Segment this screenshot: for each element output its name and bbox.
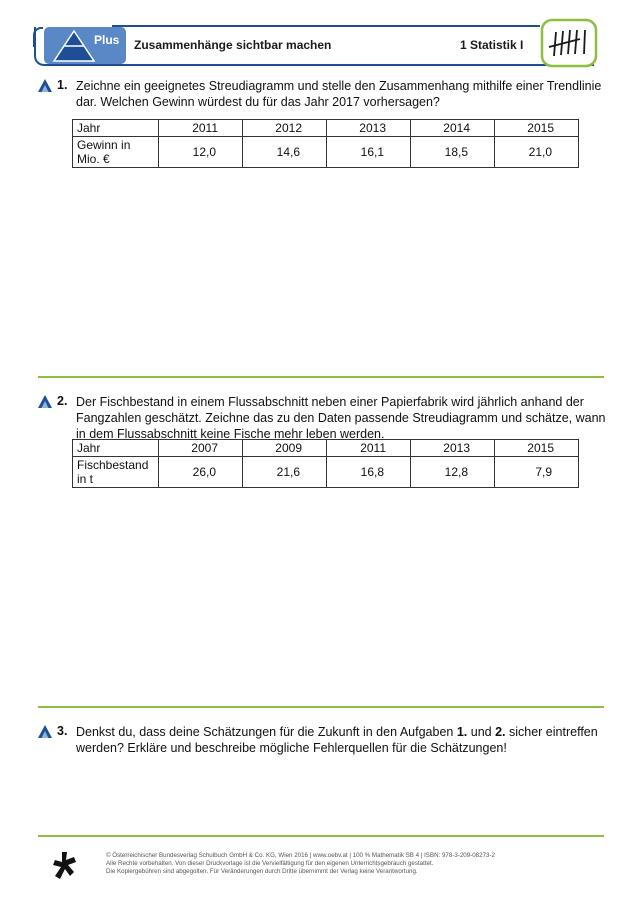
task-text-part: sicher eintreffen werden? Erkläre und beschreibe mögliche Fehlerquellen für die Schätzungen! [76, 725, 598, 755]
section-divider [38, 376, 604, 378]
table-header-cell: Jahr [73, 120, 159, 137]
row-label-line: Gewinn in [77, 138, 131, 152]
task-text-part: Denkst du, dass deine Schätzungen für die Zukunft in den Aufgaben [76, 725, 457, 739]
task-instruction [76, 724, 616, 756]
table-row [73, 120, 579, 137]
tally-marks-icon [540, 18, 598, 68]
plus-logo-icon [44, 27, 126, 64]
task-instruction: Zeichne ein geeignetes Streudiagramm und stelle den Zusammenhang mithilfe einer Trendlinie dar. Welchen Gewinn würdest du für das Jahr 2017 vorhersagen? [76, 79, 602, 109]
section-divider [38, 835, 604, 837]
row-label-cell [73, 457, 159, 488]
table-header-cell: 2007 [159, 440, 243, 457]
task-reference: 1. [456, 725, 468, 739]
table-header-cell: 2012 [243, 120, 327, 137]
task-number: 3. [57, 724, 68, 738]
table-cell: 21,6 [243, 457, 327, 488]
page-title: Zusammenhänge sichtbar machen [134, 38, 332, 52]
table-header-cell: 2015 [495, 440, 579, 457]
footer-line: Die Kopiergebühren sind abgegolten. Für Veränderungen durch Dritte übernimmt der Verlag keine Verantwortung. [106, 868, 418, 875]
row-label-line: in t [77, 472, 94, 486]
profit-table [72, 119, 579, 168]
table-cell: 7,9 [495, 457, 579, 488]
table-cell: 12,0 [159, 137, 243, 168]
table-header-cell: 2009 [243, 440, 327, 457]
task-reference: 2. [495, 725, 506, 739]
difficulty-triangle-icon [38, 395, 52, 408]
table-header-cell: 2013 [411, 440, 495, 457]
header-frame-top-line [112, 25, 540, 27]
plus-badge-label: Plus [94, 33, 120, 47]
table-row [73, 457, 579, 488]
row-label-cell [73, 137, 159, 168]
task-number: 2. [57, 394, 68, 408]
section-divider [38, 706, 604, 708]
table-cell: 16,1 [327, 137, 411, 168]
task-instruction: Der Fischbestand in einem Flussabschnitt neben einer Papierfabrik wird jährlich anhand der Fangzahlen geschätzt. Zeichne das zu den Daten passende Streudiagramm und schätze, wann in dem Flussabschnitt keine Fische mehr leben werden. [76, 395, 606, 441]
table-cell: 18,5 [411, 137, 495, 168]
footer-line: © Österreichischer Bundesverlag Schulbuch GmbH & Co. KG, Wien 2016 | www.oebv.at | 100 % Mathematik SB 4 | ISBN: 978-3-209-08273-2 [106, 852, 495, 859]
difficulty-triangle-icon [38, 79, 52, 92]
table-cell: 14,6 [243, 137, 327, 168]
table-cell: 16,8 [327, 457, 411, 488]
chapter-label: 1 Statistik I [460, 38, 524, 52]
publisher-logo-icon [52, 852, 78, 880]
table-header-cell: 2011 [159, 120, 243, 137]
table-cell: 26,0 [159, 457, 243, 488]
footer-line: Alle Rechte vorbehalten. Von dieser Druckvorlage ist die Vervielfältigung für den eigenen Unterrichtsgebrauch gestattet. [106, 860, 434, 867]
table-cell: 21,0 [495, 137, 579, 168]
task-text-part: und [467, 725, 496, 739]
table-cell: 12,8 [411, 457, 495, 488]
table-header-cell: 2014 [411, 120, 495, 137]
table-header-cell: Jahr [73, 440, 159, 457]
table-header-cell: 2015 [495, 120, 579, 137]
footer-copyright [106, 852, 586, 876]
table-row [73, 440, 579, 457]
table-header-cell: 2011 [327, 440, 411, 457]
table-header-cell: 2013 [327, 120, 411, 137]
table-row [73, 137, 579, 168]
row-label-line: Mio. € [77, 152, 110, 166]
task-number: 1. [57, 78, 68, 92]
row-label-line: Fischbestand [77, 458, 149, 472]
fish-stock-table [72, 439, 579, 488]
difficulty-triangle-icon [38, 725, 52, 738]
